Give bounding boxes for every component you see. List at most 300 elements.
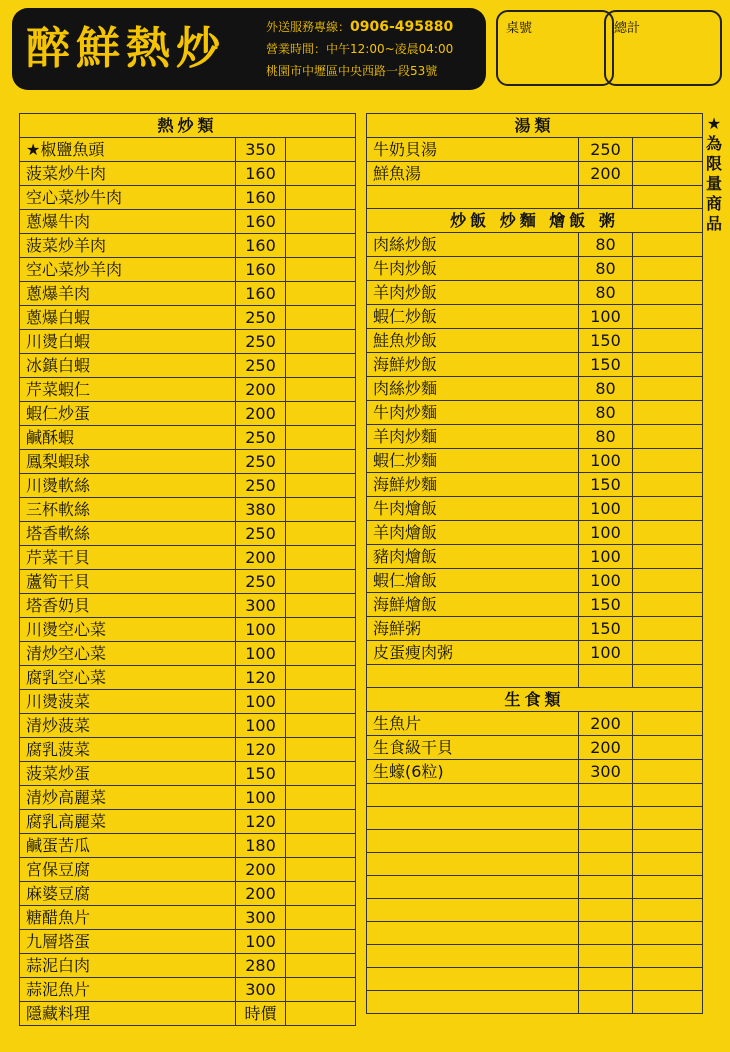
blank-quantity-cell[interactable] [633, 807, 703, 830]
restaurant-name: 醉鮮熱炒 [26, 23, 226, 74]
menu-item-row[interactable] [367, 617, 703, 641]
quantity-cell[interactable] [633, 545, 703, 569]
dish-name: 羊肉炒麵 [367, 425, 579, 449]
quantity-cell[interactable] [286, 906, 356, 930]
dish-price: 160 [236, 234, 286, 258]
dish-price: 100 [236, 786, 286, 810]
quantity-cell[interactable] [633, 162, 703, 186]
quantity-cell[interactable] [633, 449, 703, 473]
table-number-label: 桌號 [506, 21, 533, 36]
menu-item-row[interactable] [20, 594, 356, 618]
menu-item-row[interactable] [20, 210, 356, 234]
blank-row [367, 991, 703, 1014]
blank-row [367, 784, 703, 807]
quantity-cell[interactable] [286, 810, 356, 834]
quantity-cell[interactable] [633, 425, 703, 449]
quantity-cell[interactable] [286, 882, 356, 906]
dish-price: 100 [579, 545, 633, 569]
blank-name-cell [367, 945, 579, 968]
blank-quantity-cell[interactable] [633, 830, 703, 853]
blank-price-cell [579, 807, 633, 830]
menu-item-row[interactable] [20, 354, 356, 378]
menu-item-row[interactable] [20, 306, 356, 330]
dish-name: 菠菜炒羊肉 [20, 234, 236, 258]
dish-price: 200 [236, 546, 286, 570]
dish-name: 蝦仁炒蛋 [20, 402, 236, 426]
menu-item-row[interactable] [367, 233, 703, 257]
dish-name: 芹菜蝦仁 [20, 378, 236, 402]
menu-item-row[interactable] [20, 690, 356, 714]
dish-name: 川燙菠菜 [20, 690, 236, 714]
section-header: 炒飯 炒麵 燴飯 粥 [367, 209, 703, 233]
dish-price: 300 [579, 760, 633, 784]
dish-price: 80 [579, 233, 633, 257]
quantity-cell[interactable] [286, 714, 356, 738]
dish-name: 蒜泥白肉 [20, 954, 236, 978]
right-menu [366, 113, 703, 1014]
dish-price: 180 [236, 834, 286, 858]
dish-name: 生魚片 [367, 712, 579, 736]
dish-name: 菠菜炒蛋 [20, 762, 236, 786]
quantity-cell[interactable] [633, 760, 703, 784]
contact-info [266, 16, 482, 82]
table-number-box[interactable] [496, 10, 614, 86]
blank-row [367, 899, 703, 922]
dish-name: 腐乳高麗菜 [20, 810, 236, 834]
business-hours: 營業時間：中午12:00~凌晨04:00 [266, 42, 454, 56]
menu-item-row[interactable] [367, 736, 703, 760]
brand-banner [12, 8, 486, 90]
menu-item-row[interactable] [367, 641, 703, 665]
blank-quantity-cell[interactable] [633, 968, 703, 991]
quantity-cell[interactable] [633, 377, 703, 401]
quantity-cell[interactable] [633, 497, 703, 521]
quantity-cell[interactable] [633, 593, 703, 617]
blank-name-cell [367, 807, 579, 830]
dish-name: 塔香奶貝 [20, 594, 236, 618]
menu-item-row[interactable] [367, 353, 703, 377]
dish-price: 150 [236, 762, 286, 786]
menu-item-row[interactable] [367, 138, 703, 162]
quantity-cell[interactable] [286, 162, 356, 186]
menu-item-row[interactable] [367, 545, 703, 569]
blank-price-cell [579, 968, 633, 991]
blank-name-cell [367, 968, 579, 991]
quantity-cell[interactable] [633, 281, 703, 305]
dish-price: 100 [236, 618, 286, 642]
dish-name: 芹菜干貝 [20, 546, 236, 570]
phone-number: 0906-495880 [350, 19, 454, 35]
quantity-cell[interactable] [286, 450, 356, 474]
dish-name: 肉絲炒飯 [367, 233, 579, 257]
menu-item-row[interactable] [367, 473, 703, 497]
blank-quantity-cell[interactable] [633, 945, 703, 968]
quantity-cell[interactable] [286, 738, 356, 762]
menu-item-row[interactable] [20, 642, 356, 666]
menu-item-row[interactable] [20, 906, 356, 930]
menu-item-row[interactable] [20, 186, 356, 210]
menu-item-row[interactable] [367, 329, 703, 353]
quantity-cell[interactable] [286, 234, 356, 258]
dish-name: 空心菜炒牛肉 [20, 186, 236, 210]
quantity-cell[interactable] [633, 617, 703, 641]
menu-item-row[interactable] [367, 569, 703, 593]
section-header-row [367, 209, 703, 233]
quantity-cell[interactable] [286, 546, 356, 570]
dish-name: 蝦仁燴飯 [367, 569, 579, 593]
menu-item-row[interactable] [20, 738, 356, 762]
quantity-cell[interactable] [286, 522, 356, 546]
dish-name: 菠菜炒牛肉 [20, 162, 236, 186]
dish-name: 蔥爆白蝦 [20, 306, 236, 330]
dish-name: 清炒菠菜 [20, 714, 236, 738]
quantity-cell[interactable] [286, 858, 356, 882]
quantity-cell[interactable] [286, 666, 356, 690]
menu-item-row[interactable] [20, 498, 356, 522]
dish-name: 川燙空心菜 [20, 618, 236, 642]
dish-price: 200 [236, 858, 286, 882]
dish-price: 300 [236, 594, 286, 618]
quantity-cell[interactable] [633, 736, 703, 760]
menu-item-row[interactable] [20, 858, 356, 882]
blank-name-cell [367, 830, 579, 853]
dish-price: 160 [236, 162, 286, 186]
quantity-cell[interactable] [633, 329, 703, 353]
quantity-cell[interactable] [286, 354, 356, 378]
quantity-cell[interactable] [286, 1002, 356, 1026]
blank-price-cell [579, 665, 633, 688]
blank-name-cell [367, 784, 579, 807]
quantity-cell[interactable] [633, 473, 703, 497]
dish-name: 清炒高麗菜 [20, 786, 236, 810]
dish-name: 鮮魚湯 [367, 162, 579, 186]
quantity-cell[interactable] [286, 306, 356, 330]
blank-price-cell [579, 784, 633, 807]
dish-name: 川燙軟絲 [20, 474, 236, 498]
dish-name: 川燙白蝦 [20, 330, 236, 354]
dish-price: 250 [236, 522, 286, 546]
quantity-cell[interactable] [286, 282, 356, 306]
blank-price-cell [579, 899, 633, 922]
menu-item-row[interactable] [20, 162, 356, 186]
quantity-cell[interactable] [286, 498, 356, 522]
quantity-cell[interactable] [633, 305, 703, 329]
dish-name: 海鮮燴飯 [367, 593, 579, 617]
menu-item-row[interactable] [367, 593, 703, 617]
dish-name: 生蠔(6粒) [367, 760, 579, 784]
dish-name: 麻婆豆腐 [20, 882, 236, 906]
dish-name: 腐乳空心菜 [20, 666, 236, 690]
blank-row [367, 968, 703, 991]
quantity-cell[interactable] [286, 642, 356, 666]
menu-item-row[interactable] [367, 712, 703, 736]
blank-name-cell [367, 922, 579, 945]
quantity-cell[interactable] [633, 353, 703, 377]
quantity-cell[interactable] [633, 641, 703, 665]
menu-item-row[interactable] [20, 810, 356, 834]
limited-item-note: ★為限量商品 [705, 114, 722, 233]
dish-name: 蔥爆牛肉 [20, 210, 236, 234]
dish-name: 清炒空心菜 [20, 642, 236, 666]
quantity-cell[interactable] [286, 378, 356, 402]
blank-price-cell [579, 991, 633, 1014]
blank-name-cell [367, 876, 579, 899]
dish-price: 100 [579, 497, 633, 521]
dish-name: 豬肉燴飯 [367, 545, 579, 569]
menu-item-row[interactable] [20, 234, 356, 258]
dish-name: 塔香軟絲 [20, 522, 236, 546]
menu-item-row[interactable] [20, 426, 356, 450]
dish-name: 蝦仁炒飯 [367, 305, 579, 329]
dish-price: 120 [236, 738, 286, 762]
dish-price: 100 [236, 714, 286, 738]
dish-name: 三杯軟絲 [20, 498, 236, 522]
dish-price: 250 [236, 474, 286, 498]
dish-name: 牛肉炒麵 [367, 401, 579, 425]
menu-item-row[interactable] [20, 402, 356, 426]
dish-price: 80 [579, 281, 633, 305]
blank-name-cell [367, 899, 579, 922]
blank-price-cell [579, 830, 633, 853]
dish-price: 160 [236, 282, 286, 306]
dish-name: 鹹酥蝦 [20, 426, 236, 450]
dish-name: 隱藏料理 [20, 1002, 236, 1026]
dish-price: 80 [579, 425, 633, 449]
menu-item-row[interactable] [20, 138, 356, 162]
quantity-cell[interactable] [286, 402, 356, 426]
dish-price: 100 [579, 569, 633, 593]
menu-item-row[interactable] [367, 281, 703, 305]
quantity-cell[interactable] [286, 618, 356, 642]
dish-price: 150 [579, 473, 633, 497]
menu-item-row[interactable] [20, 786, 356, 810]
dish-price: 100 [236, 930, 286, 954]
blank-price-cell [579, 876, 633, 899]
quantity-cell[interactable] [286, 978, 356, 1002]
menu-item-row[interactable] [367, 305, 703, 329]
dish-price: 100 [579, 521, 633, 545]
quantity-cell[interactable] [286, 594, 356, 618]
quantity-cell[interactable] [286, 330, 356, 354]
dish-price: 150 [579, 329, 633, 353]
dish-price: 200 [236, 402, 286, 426]
dish-price: 250 [236, 330, 286, 354]
blank-quantity-cell[interactable] [633, 922, 703, 945]
dish-price: 250 [236, 306, 286, 330]
quantity-cell[interactable] [633, 257, 703, 281]
dish-price: 250 [236, 354, 286, 378]
menu-item-row[interactable] [367, 760, 703, 784]
blank-quantity-cell[interactable] [633, 784, 703, 807]
blank-quantity-cell[interactable] [633, 665, 703, 688]
dish-price: 150 [579, 617, 633, 641]
blank-row [367, 186, 703, 209]
dish-name: 皮蛋瘦肉粥 [367, 641, 579, 665]
blank-row [367, 807, 703, 830]
blank-quantity-cell[interactable] [633, 899, 703, 922]
menu-item-row[interactable] [367, 401, 703, 425]
menu-item-row[interactable] [20, 762, 356, 786]
section-header: 湯類 [367, 114, 703, 138]
dish-name: 蒜泥魚片 [20, 978, 236, 1002]
blank-price-cell [579, 945, 633, 968]
hot-stir-fry-table [19, 113, 356, 1026]
menu-item-row[interactable] [20, 330, 356, 354]
dish-name: 蘆筍干貝 [20, 570, 236, 594]
dish-name: 鳳梨蝦球 [20, 450, 236, 474]
quantity-cell[interactable] [286, 474, 356, 498]
dish-name: 腐乳菠菜 [20, 738, 236, 762]
dish-price: 250 [236, 450, 286, 474]
quantity-cell[interactable] [633, 712, 703, 736]
blank-row [367, 922, 703, 945]
dish-name: 空心菜炒羊肉 [20, 258, 236, 282]
quantity-cell[interactable] [286, 954, 356, 978]
dish-price: 120 [236, 810, 286, 834]
dish-name: 九層塔蛋 [20, 930, 236, 954]
dish-name: 糖醋魚片 [20, 906, 236, 930]
blank-quantity-cell[interactable] [633, 853, 703, 876]
dish-price: 80 [579, 257, 633, 281]
blank-row [367, 830, 703, 853]
menu-item-row[interactable] [367, 257, 703, 281]
menu-item-row[interactable] [20, 570, 356, 594]
dish-price: 時價 [236, 1002, 286, 1026]
quantity-cell[interactable] [286, 186, 356, 210]
dish-price: 80 [579, 401, 633, 425]
quantity-cell[interactable] [633, 233, 703, 257]
section-header: 熱炒類 [20, 114, 356, 138]
blank-row [367, 945, 703, 968]
blank-price-cell [579, 186, 633, 209]
dish-name: 宮保豆腐 [20, 858, 236, 882]
dish-name: 鮭魚炒飯 [367, 329, 579, 353]
blank-quantity-cell[interactable] [633, 991, 703, 1014]
quantity-cell[interactable] [286, 762, 356, 786]
dish-name: 海鮮炒飯 [367, 353, 579, 377]
quantity-cell[interactable] [286, 138, 356, 162]
total-box[interactable] [604, 10, 722, 86]
menu-item-row[interactable] [20, 378, 356, 402]
quantity-cell[interactable] [633, 401, 703, 425]
menu-item-row[interactable] [20, 930, 356, 954]
dish-name: 海鮮粥 [367, 617, 579, 641]
dish-price: 250 [579, 138, 633, 162]
menu-item-row[interactable] [20, 258, 356, 282]
menu-item-row[interactable] [20, 834, 356, 858]
menu-item-row[interactable] [20, 882, 356, 906]
dish-price: 200 [579, 736, 633, 760]
dish-price: 200 [236, 882, 286, 906]
dish-name: 牛肉炒飯 [367, 257, 579, 281]
blank-row [367, 665, 703, 688]
delivery-line [266, 16, 482, 38]
menu-item-row[interactable] [20, 522, 356, 546]
blank-name-cell [367, 991, 579, 1014]
blank-price-cell [579, 922, 633, 945]
dish-name: ★椒鹽魚頭 [20, 138, 236, 162]
blank-price-cell [579, 853, 633, 876]
quantity-cell[interactable] [286, 834, 356, 858]
quantity-cell[interactable] [633, 138, 703, 162]
quantity-cell[interactable] [286, 930, 356, 954]
dish-price: 100 [579, 641, 633, 665]
menu-item-row[interactable] [20, 618, 356, 642]
dish-price: 150 [579, 593, 633, 617]
menu-item-row[interactable] [20, 474, 356, 498]
dish-price: 350 [236, 138, 286, 162]
quantity-cell[interactable] [286, 570, 356, 594]
dish-name: 牛奶貝湯 [367, 138, 579, 162]
quantity-cell[interactable] [633, 521, 703, 545]
menu-item-row[interactable] [20, 954, 356, 978]
right-menu-table [366, 113, 703, 1014]
menu-item-row[interactable] [20, 282, 356, 306]
menu-item-row[interactable] [367, 521, 703, 545]
dish-name: 肉絲炒麵 [367, 377, 579, 401]
address: 桃園市中壢區中央西路一段53號 [266, 64, 438, 78]
dish-price: 200 [579, 162, 633, 186]
dish-name: 鹹蛋苦瓜 [20, 834, 236, 858]
quantity-cell[interactable] [286, 786, 356, 810]
menu-item-row[interactable] [367, 449, 703, 473]
dish-name: 牛肉燴飯 [367, 497, 579, 521]
menu-item-row[interactable] [20, 450, 356, 474]
quantity-cell[interactable] [286, 210, 356, 234]
menu-item-row[interactable] [367, 425, 703, 449]
blank-quantity-cell[interactable] [633, 876, 703, 899]
left-menu [19, 113, 356, 1026]
menu-item-row[interactable] [20, 714, 356, 738]
blank-row [367, 853, 703, 876]
dish-price: 150 [579, 353, 633, 377]
menu-item-row[interactable] [20, 546, 356, 570]
dish-name: 蝦仁炒麵 [367, 449, 579, 473]
quantity-cell[interactable] [286, 690, 356, 714]
dish-name: 蔥爆羊肉 [20, 282, 236, 306]
blank-row [367, 876, 703, 899]
dish-price: 250 [236, 426, 286, 450]
dish-price: 100 [579, 449, 633, 473]
menu-item-row[interactable] [367, 497, 703, 521]
blank-name-cell [367, 853, 579, 876]
dish-price: 280 [236, 954, 286, 978]
menu-item-row[interactable] [20, 978, 356, 1002]
menu-item-row[interactable] [367, 162, 703, 186]
quantity-cell[interactable] [633, 569, 703, 593]
dish-name: 羊肉燴飯 [367, 521, 579, 545]
dish-price: 250 [236, 570, 286, 594]
quantity-cell[interactable] [286, 426, 356, 450]
dish-price: 300 [236, 978, 286, 1002]
dish-price: 200 [236, 378, 286, 402]
blank-quantity-cell[interactable] [633, 186, 703, 209]
delivery-label: 外送服務專線： [266, 20, 351, 34]
quantity-cell[interactable] [286, 258, 356, 282]
dish-name: 羊肉炒飯 [367, 281, 579, 305]
section-header-row [367, 114, 703, 138]
blank-name-cell [367, 665, 579, 688]
dish-price: 160 [236, 210, 286, 234]
menu-item-row[interactable] [20, 1002, 356, 1026]
dish-name: 冰鎮白蝦 [20, 354, 236, 378]
dish-price: 100 [236, 690, 286, 714]
menu-item-row[interactable] [20, 666, 356, 690]
dish-price: 300 [236, 906, 286, 930]
dish-price: 160 [236, 258, 286, 282]
menu-item-row[interactable] [367, 377, 703, 401]
section-header: 生食類 [367, 688, 703, 712]
